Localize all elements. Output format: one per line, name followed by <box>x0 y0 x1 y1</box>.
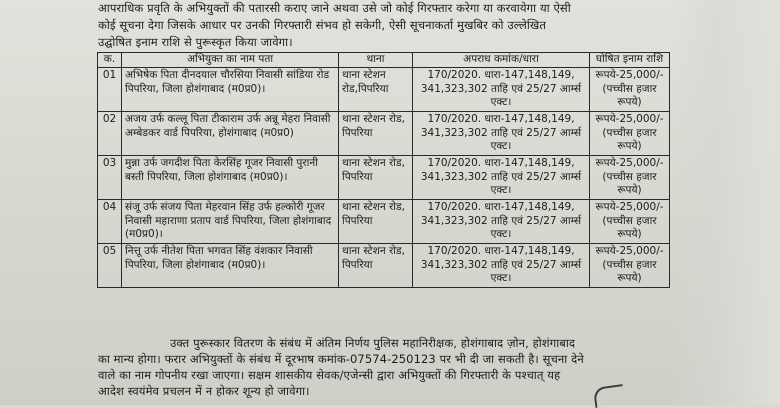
closing-line-2: का मान्य होगा। फरार अभियुक्तों के संबंध में दूरभाष कमांक-07574-250123 पर भी दी जा सकती है। सूचना देने <box>98 352 584 366</box>
table-row <box>98 68 670 112</box>
table-row <box>98 200 670 244</box>
closing-line-4: आदेश स्वयंमेव प्रचलन में न होकर शून्य हो जावेगा। <box>98 384 310 398</box>
row-case-section: 170/2020. धारा-147,148,149, 341,323,302 ताहि एवं 25/27 आर्म्स एक्ट। <box>413 200 590 244</box>
row-reward: रूपये-25,000/- (पच्चीस हजार रूपये) <box>590 244 670 288</box>
closing-line-3: वाले का नाम गोपनीय रखा जाएगा। सक्षम शासकीय सेवक/एजेन्सी द्वारा अभियुक्तों की गिरफ्तारी के पश्चात् यह <box>98 368 561 382</box>
row-serial: 02 <box>98 112 122 156</box>
header-case-section: अपराध कमांक/धारा <box>413 53 590 68</box>
table-row <box>98 112 670 156</box>
row-reward: रूपये-25,000/- (पच्चीस हजार रूपये) <box>590 156 670 200</box>
row-case-section: 170/2020. धारा-147,148,149, 341,323,302 ताहि एवं 25/27 आर्म्स एक्ट। <box>413 68 590 112</box>
row-reward: रूपये-25,000/- (पच्चीस हजार रूपये) <box>590 68 670 112</box>
header-reward: घोषित इनाम राशि <box>590 53 670 68</box>
row-serial: 04 <box>98 200 122 244</box>
row-police-station: थाना स्टेशन रोड, पिपरिया <box>339 200 413 244</box>
row-accused-name: नित्तू उर्फ नीतेश पिता भगवत सिंह वंशकार निवासी पिपरिया, जिला होशंगाबाद (म0प्र0)। <box>122 244 339 288</box>
closing-line-1: उक्त पुरूस्कार वितरण के संबंध में अंतिम निर्णय पुलिस महानिरीक्षक, होशंगाबाद ज़ोन, होशंगाबाद <box>170 336 576 350</box>
intro-line-1: आपराधिक प्रवृति के अभियुक्तों की पतारसी कराए जाने अथवा उसे जो कोई गिरफ्तार करेगा या करवायेगा या ऐसी <box>98 1 571 15</box>
row-accused-name: मुन्ना उर्फ जगदीश पिता केरसिंह गूजर निवासी पुरानी बस्ती पिपरिया, जिला होशंगाबाद (म0प्र0)। <box>122 156 339 200</box>
header-police-station: थाना <box>339 53 413 68</box>
row-serial: 05 <box>98 244 122 288</box>
header-accused-name: अभियुक्त का नाम पता <box>122 53 339 68</box>
row-police-station: थाना स्टेशन रोड, पिपरिया <box>339 156 413 200</box>
row-accused-name: संजू उर्फ संजय पिता मेहरवान सिंह उर्फ हल्कोरी गूजर निवासी महाराणा प्रताप वार्ड पिपरिया, जिला होशंगाबाद (म0प्र0)। <box>122 200 339 244</box>
row-case-section: 170/2020. धारा-147,148,149, 341,323,302 ताहि एवं 25/27 आर्म्स एक्ट। <box>413 112 590 156</box>
row-case-section: 170/2020. धारा-147,148,149, 341,323,302 ताहि एवं 25/27 आर्म्स एक्ट। <box>413 156 590 200</box>
row-case-section: 170/2020. धारा-147,148,149, 341,323,302 ताहि एवं 25/27 आर्म्स एक्ट। <box>413 244 590 288</box>
table-header-row <box>98 53 670 68</box>
row-police-station: थाना स्टेशन रोड, पिपरिया <box>339 244 413 288</box>
row-police-station: थाना स्टेशन रोड, पिपरिया <box>339 112 413 156</box>
table-row <box>98 156 670 200</box>
intro-line-2: कोई सूचना देगा जिसके आधार पर उनकी गिरफ्तारी संभव हो सकेगी, ऐसी सूचनाकर्ता मुखबिर को उल्लेखित <box>98 18 547 32</box>
row-reward: रूपये-25,000/- (पच्चीस हजार रूपये) <box>590 200 670 244</box>
row-reward: रूपये-25,000/- (पच्चीस हजार रूपये) <box>590 112 670 156</box>
row-serial: 01 <box>98 68 122 112</box>
accused-reward-table <box>97 52 670 288</box>
row-police-station: थाना स्टेशन रोड,पिपरिया <box>339 68 413 112</box>
signature-stroke <box>593 384 625 408</box>
row-accused-name: अभिषेक पिता दीनदयाल चौरसिया निवासी सांडिया रोड पिपरिया, जिला होशंगाबाद (म0प्र0)। <box>122 68 339 112</box>
row-serial: 03 <box>98 156 122 200</box>
row-accused-name: अजय उर्फ कल्लू पिता टीकाराम उर्फ अन्नू मेहरा निवासी अम्बेडकर वार्ड पिपरिया, होशंगाबाद (म0प्र0) <box>122 112 339 156</box>
intro-line-3: उद्घोषित इनाम राशि से पुरूस्कृत किया जावेगा। <box>98 35 293 49</box>
header-serial: क. <box>98 53 122 68</box>
table-row <box>98 244 670 288</box>
